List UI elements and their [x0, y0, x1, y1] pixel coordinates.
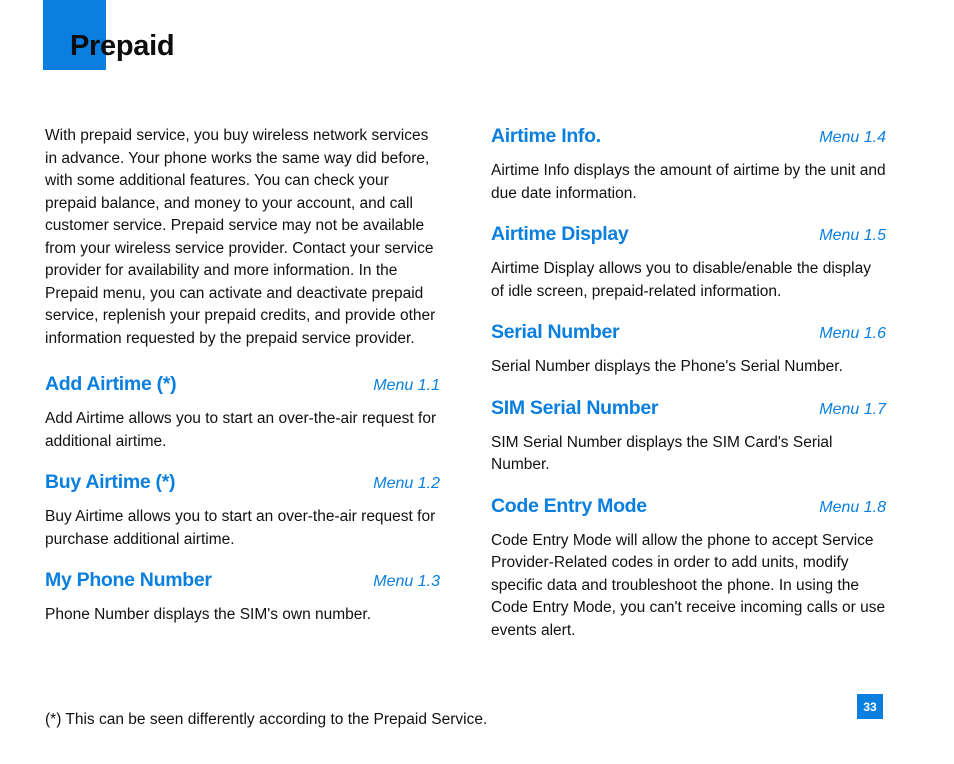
footnote: (*) This can be seen differently according to the Prepaid Service.: [45, 711, 488, 728]
section-body: Code Entry Mode will allow the phone to accept Service Provider-Related codes in order to add units, modify specific data and troubleshoot the phone. In using the Code Entry Mode, you can't receive incoming calls or use events alert.: [491, 531, 886, 639]
section-header: [491, 397, 887, 420]
section-body: Airtime Info displays the amount of airtime by the unit and due date information.: [491, 162, 886, 202]
page-title: Prepaid: [70, 30, 175, 62]
left-column: [45, 125, 441, 645]
section-header: [45, 569, 441, 592]
section-body: Phone Number displays the SIM's own number.: [45, 606, 372, 623]
section-title: Add Airtime (*): [45, 373, 177, 395]
menu-reference: Menu 1.8: [819, 498, 886, 516]
menu-reference: Menu 1.7: [819, 400, 886, 418]
section-title: Code Entry Mode: [491, 494, 647, 517]
section-title: Buy Airtime (*): [45, 471, 176, 493]
menu-reference: Menu 1.1: [373, 377, 440, 394]
section-add-airtime: [45, 373, 441, 453]
right-column: [491, 125, 887, 660]
section-body: SIM Serial Number displays the SIM Card's Serial Number.: [491, 433, 833, 473]
page-number-badge: [857, 694, 883, 719]
section-body: Serial Number displays the Phone's Serial Number.: [491, 358, 843, 375]
section-serial-number: [491, 321, 887, 379]
section-code-entry-mode: [491, 495, 887, 643]
section-my-phone-number: [45, 569, 441, 627]
section-airtime-display: [491, 223, 887, 303]
menu-reference: Menu 1.3: [373, 573, 440, 590]
menu-reference: Menu 1.5: [819, 227, 886, 244]
page-number: 33: [863, 699, 877, 714]
section-title: My Phone Number: [45, 569, 212, 591]
section-title: Airtime Display: [491, 223, 629, 245]
section-header: [45, 471, 441, 494]
section-header: [491, 125, 887, 148]
menu-reference: Menu 1.6: [819, 325, 886, 342]
section-sim-serial-number: [491, 397, 887, 477]
section-airtime-info: [491, 125, 887, 205]
menu-reference: Menu 1.2: [373, 475, 440, 492]
section-title: Serial Number: [491, 321, 620, 343]
section-header: [45, 373, 441, 396]
section-buy-airtime: [45, 471, 441, 551]
section-body: Add Airtime allows you to start an over-the-air request for additional airtime.: [45, 410, 437, 450]
intro-paragraph: With prepaid service, you buy wireless network services in advance. Your phone works the same way did before, with some additional features. You can check your prepaid balance, and money to your account, and call customer service. Prepaid service may not be available from your wireless service provider. Contact your service provider for availability and more information. In the Prepaid menu, you can activate and deactivate prepaid service, replenish your prepaid credits, and provide other information requested by the prepaid service provider.: [45, 127, 436, 347]
section-header: [491, 321, 887, 344]
section-body: Airtime Display allows you to disable/enable the display of idle screen, prepaid-related information.: [491, 260, 871, 300]
section-body: Buy Airtime allows you to start an over-the-air request for purchase additional airtime.: [45, 508, 436, 548]
section-header: [491, 495, 887, 518]
section-header: [491, 223, 887, 246]
section-title: Airtime Info.: [491, 125, 601, 147]
section-title: SIM Serial Number: [491, 396, 659, 419]
menu-reference: Menu 1.4: [819, 129, 886, 146]
